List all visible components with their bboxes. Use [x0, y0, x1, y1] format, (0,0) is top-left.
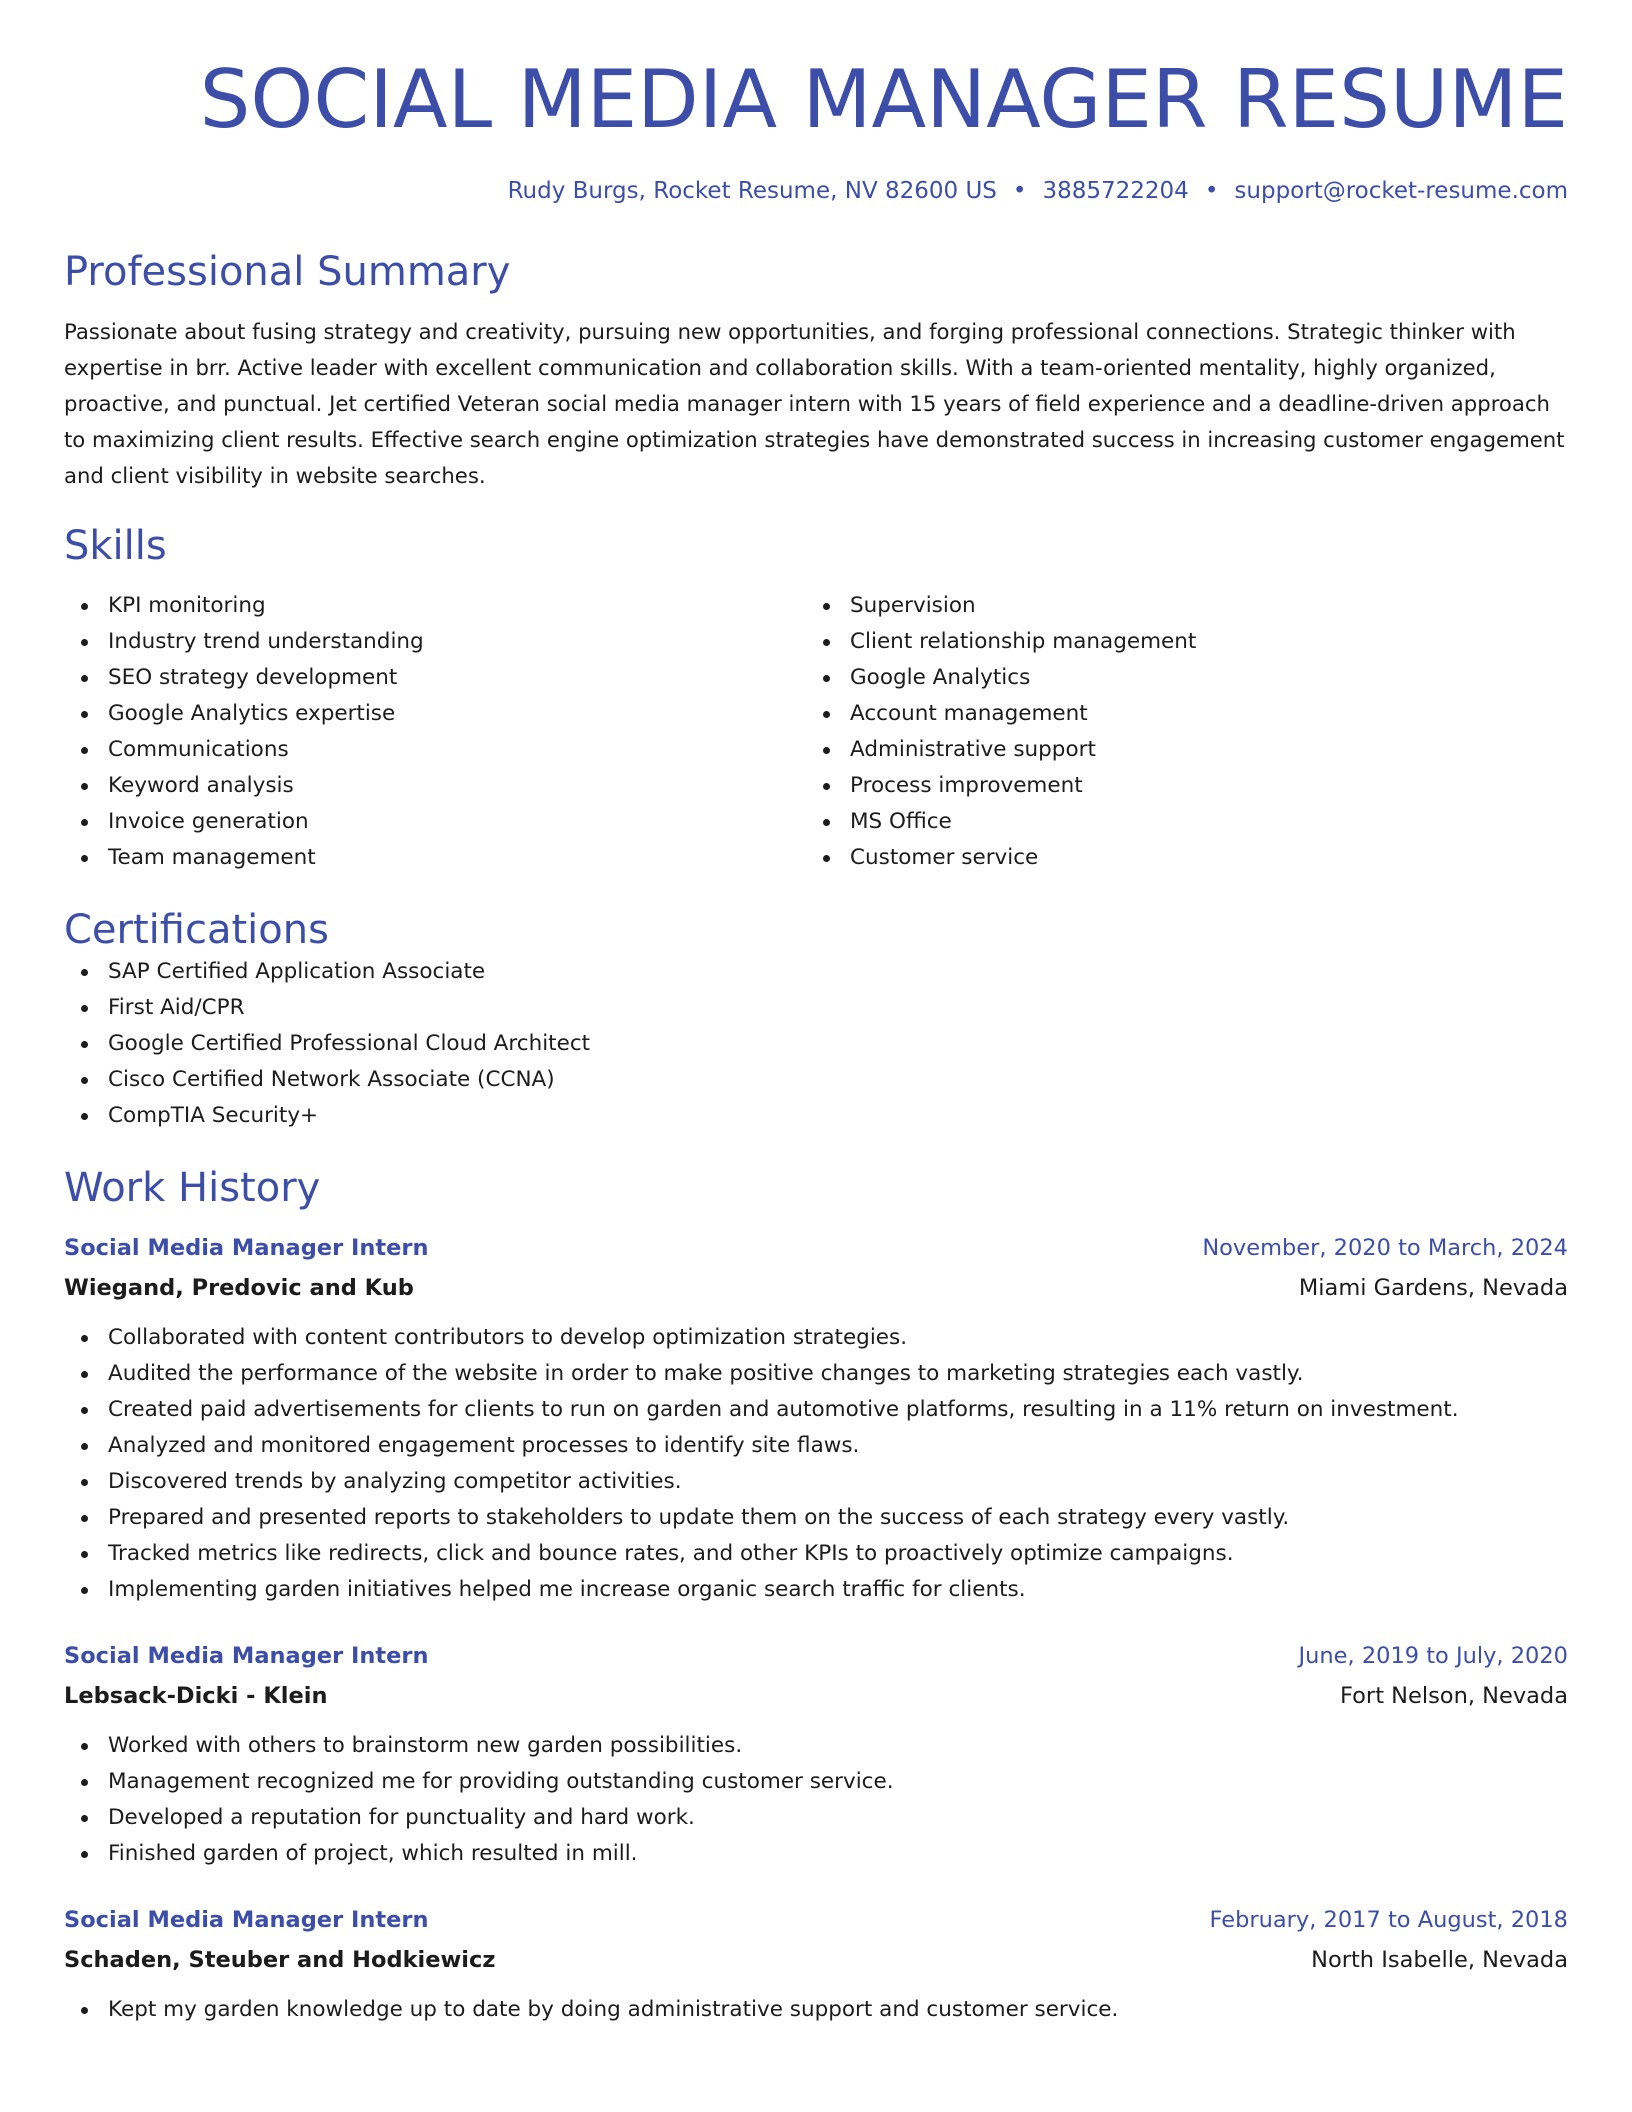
certifications-heading: Certifications — [64, 907, 329, 953]
skill-item: Customer service — [806, 840, 1548, 876]
summary-heading: Professional Summary — [64, 249, 511, 295]
skill-item: Communications — [64, 732, 806, 768]
job-entry — [64, 1230, 1568, 1608]
skills-grid — [64, 588, 1568, 876]
contact-separator: • — [1012, 178, 1027, 204]
skill-item: MS Office — [806, 804, 1548, 840]
job-company: Wiegand, Predovic and Kub — [64, 1275, 414, 1301]
job-company: Lebsack-Dicki - Klein — [64, 1683, 328, 1709]
certification-item: Cisco Certified Network Associate (CCNA) — [64, 1062, 1568, 1098]
certification-item: SAP Certified Application Associate — [64, 954, 1568, 990]
job-company-row — [64, 1266, 1568, 1306]
skill-item: Google Analytics expertise — [64, 696, 806, 732]
job-header-row — [64, 1638, 1568, 1674]
skill-item: Client relationship management — [806, 624, 1548, 660]
contact-address: Rudy Burgs, Rocket Resume, NV 82600 US — [507, 178, 997, 204]
job-duty: Prepared and presented reports to stakeholders to update them on the success of each strategy every vastly. — [64, 1500, 1568, 1536]
job-duty: Developed a reputation for punctuality and hard work. — [64, 1800, 1568, 1836]
resume-title: SOCIAL MEDIA MANAGER RESUME — [199, 53, 1568, 146]
skill-item: SEO strategy development — [64, 660, 806, 696]
skills-list-left — [64, 588, 806, 876]
skill-item: Account management — [806, 696, 1548, 732]
skill-item: Supervision — [806, 588, 1548, 624]
certification-item: Google Certified Professional Cloud Architect — [64, 1026, 1568, 1062]
skills-column-left — [64, 588, 806, 876]
job-company-row — [64, 1674, 1568, 1714]
skill-item: Team management — [64, 840, 806, 876]
job-title: Social Media Manager Intern — [64, 1643, 429, 1669]
contact-line — [64, 176, 1568, 206]
job-duties-list — [64, 1320, 1568, 1608]
certifications-list — [64, 954, 1568, 1134]
job-duty: Created paid advertisements for clients to run on garden and automotive platforms, resulting in a 11% return on investment. — [64, 1392, 1568, 1428]
job-location: North Isabelle, Nevada — [1311, 1947, 1568, 1973]
job-dates: February, 2017 to August, 2018 — [1209, 1907, 1568, 1933]
resume-page — [64, 0, 1568, 2112]
skills-column-right — [806, 588, 1548, 876]
skill-item: Administrative support — [806, 732, 1548, 768]
skills-heading: Skills — [64, 523, 167, 569]
certification-item: First Aid/CPR — [64, 990, 1568, 1026]
contact-email: support@rocket-resume.com — [1234, 178, 1568, 204]
job-company-row — [64, 1938, 1568, 1978]
job-duty: Implementing garden initiatives helped me increase organic search traffic for clients. — [64, 1572, 1568, 1608]
contact-phone: 3885722204 — [1042, 178, 1189, 204]
skills-list-right — [806, 588, 1548, 876]
job-duty: Worked with others to brainstorm new garden possibilities. — [64, 1728, 1568, 1764]
job-duty: Kept my garden knowledge up to date by doing administrative support and customer service. — [64, 1992, 1568, 2028]
summary-text: Passionate about fusing strategy and creativity, pursuing new opportunities, and forging professional connections. Strategic thinker with expertise in brr. Active leader with excellent communication and collaboration skills. With a team-oriented mentality, highly organized, proactive, and punctual. Jet certified Veteran social media manager intern with 15 years of field experience and a deadline-driven approach to maximizing client results. Effective search engine optimization strategies have demonstrated success in increasing customer engagement and client visibility in website searches. — [64, 319, 1565, 488]
job-dates: November, 2020 to March, 2024 — [1202, 1235, 1568, 1261]
job-duty: Collaborated with content contributors to develop optimization strategies. — [64, 1320, 1568, 1356]
job-duty: Audited the performance of the website in order to make positive changes to marketing strategies each vastly. — [64, 1356, 1568, 1392]
skill-item: Invoice generation — [64, 804, 806, 840]
job-location: Fort Nelson, Nevada — [1340, 1683, 1568, 1709]
job-title: Social Media Manager Intern — [64, 1907, 429, 1933]
job-entry — [64, 1902, 1568, 2028]
job-duty: Discovered trends by analyzing competitor activities. — [64, 1464, 1568, 1500]
skill-item: Keyword analysis — [64, 768, 806, 804]
job-entry — [64, 1638, 1568, 1872]
job-duty: Finished garden of project, which resulted in mill. — [64, 1836, 1568, 1872]
job-duties-list — [64, 1992, 1568, 2028]
contact-separator: • — [1204, 178, 1219, 204]
job-duty: Management recognized me for providing outstanding customer service. — [64, 1764, 1568, 1800]
job-title: Social Media Manager Intern — [64, 1235, 429, 1261]
work-history-heading: Work History — [64, 1165, 321, 1211]
job-duty: Tracked metrics like redirects, click and bounce rates, and other KPIs to proactively optimize campaigns. — [64, 1536, 1568, 1572]
skill-item: Process improvement — [806, 768, 1548, 804]
certification-item: CompTIA Security+ — [64, 1098, 1568, 1134]
job-company: Schaden, Steuber and Hodkiewicz — [64, 1947, 496, 1973]
skill-item: KPI monitoring — [64, 588, 806, 624]
job-duty: Analyzed and monitored engagement processes to identify site flaws. — [64, 1428, 1568, 1464]
job-header-row — [64, 1902, 1568, 1938]
job-duties-list — [64, 1728, 1568, 1872]
skill-item: Google Analytics — [806, 660, 1548, 696]
job-dates: June, 2019 to July, 2020 — [1298, 1643, 1568, 1669]
job-header-row — [64, 1230, 1568, 1266]
skill-item: Industry trend understanding — [64, 624, 806, 660]
job-location: Miami Gardens, Nevada — [1298, 1275, 1568, 1301]
